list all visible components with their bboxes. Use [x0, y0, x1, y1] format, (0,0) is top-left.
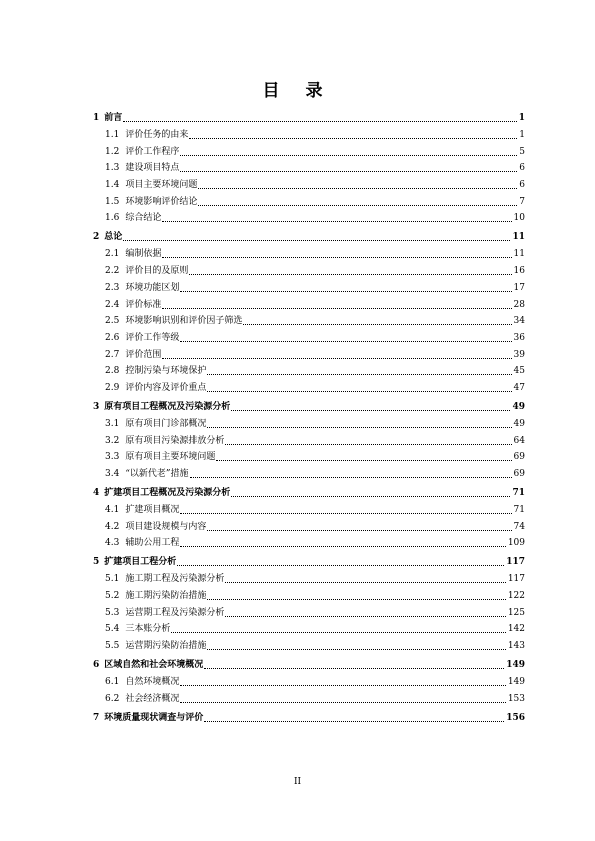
toc-entry-number: 2.3 — [105, 282, 120, 293]
toc-entry-label: 控制污染与环境保护 — [125, 366, 207, 377]
dot-leader — [171, 632, 505, 633]
toc-entry-number: 1.3 — [105, 163, 120, 174]
toc-entry-page: 153 — [507, 693, 525, 704]
toc-chapter-entry[interactable] — [93, 488, 525, 499]
toc-entry-number: 3.3 — [105, 452, 120, 463]
dot-leader — [162, 308, 511, 309]
toc-entry-number: 5.3 — [105, 607, 120, 618]
toc-entry-page: 109 — [507, 538, 525, 549]
toc-entry-label: “以新代老”措施 — [125, 469, 189, 479]
toc-section-entry[interactable] — [93, 333, 525, 344]
toc-entry-label: 运营期污染防治措施 — [125, 641, 207, 652]
toc-entry-page: 117 — [507, 574, 525, 585]
dot-leader — [180, 291, 511, 292]
dot-leader — [225, 582, 505, 583]
toc-entry-label: 评价范围 — [125, 349, 162, 360]
toc-entry-page: 156 — [506, 712, 525, 723]
toc-section-entry[interactable] — [93, 505, 525, 516]
page-number: II — [293, 777, 302, 787]
toc-entry-label: 社会经济概况 — [125, 693, 180, 704]
dot-leader — [204, 668, 504, 669]
toc-entry-number: 4 — [93, 488, 100, 498]
toc-entry-label: 三本账分析 — [125, 624, 171, 635]
toc-entry-label: 项目主要环境问题 — [125, 180, 198, 191]
dot-leader — [180, 685, 505, 686]
dot-leader — [180, 702, 505, 703]
toc-chapter-entry[interactable] — [93, 232, 525, 243]
dot-leader — [204, 721, 504, 722]
dot-leader — [225, 444, 511, 445]
dot-leader — [198, 205, 517, 206]
toc-entry-number: 2.5 — [105, 316, 120, 327]
dot-leader — [189, 138, 517, 139]
toc-entry-number: 1.4 — [105, 180, 120, 191]
toc-section-entry[interactable] — [93, 608, 525, 619]
toc-entry-label: 评价任务的由来 — [125, 130, 189, 140]
dot-leader — [180, 155, 517, 156]
toc-entry-number: 6.2 — [105, 693, 120, 704]
toc-entry-page: 16 — [513, 266, 525, 277]
toc-entry-page: 7 — [519, 196, 525, 207]
toc-chapter-entry[interactable] — [93, 113, 525, 124]
dot-leader — [162, 221, 511, 222]
toc-entry-number: 6.1 — [105, 677, 120, 688]
toc-section-entry[interactable] — [93, 641, 525, 652]
toc-entry-label: 扩建项目工程分析 — [104, 557, 177, 568]
page-title: 目 录 — [262, 81, 333, 101]
dot-leader — [198, 188, 517, 189]
toc-entry-number: 2.9 — [105, 382, 120, 393]
toc-entry-label: 评价工作等级 — [125, 332, 180, 343]
toc-entry-label: 施工期工程及污染源分析 — [125, 574, 225, 585]
dot-leader — [207, 391, 511, 392]
toc-entry-label: 环境影响识别和评价因子筛选 — [125, 316, 243, 327]
toc-entry-number: 2.1 — [105, 249, 120, 260]
toc-section-entry[interactable] — [93, 574, 525, 585]
toc-entry-label: 施工期污染防治措施 — [125, 591, 207, 602]
toc-section-entry[interactable] — [93, 300, 525, 311]
toc-section-entry[interactable] — [93, 522, 525, 533]
toc-section-entry[interactable] — [93, 694, 525, 705]
toc-entry-number: 2.4 — [105, 299, 120, 310]
toc-entry-number: 3.2 — [105, 435, 120, 446]
toc-section-entry[interactable] — [93, 677, 525, 688]
toc-section-entry[interactable] — [93, 163, 525, 174]
toc-entry-label: 运营期工程及污染源分析 — [125, 607, 225, 618]
toc-section-entry[interactable] — [93, 283, 525, 294]
toc-entry-label: 自然环境概况 — [125, 677, 180, 688]
toc-section-entry[interactable] — [93, 350, 525, 361]
toc-entry-label: 环境功能区划 — [125, 282, 180, 293]
toc-entry-number: 1.5 — [105, 196, 120, 207]
toc-entry-page: 125 — [507, 607, 525, 618]
toc-entry-label: 项目建设规模与内容 — [125, 521, 207, 532]
toc-entry-page: 34 — [513, 316, 525, 327]
toc-entry-page: 11 — [512, 232, 525, 243]
toc-section-entry[interactable] — [93, 469, 525, 480]
toc-section-entry[interactable] — [93, 538, 525, 549]
dot-leader — [207, 427, 511, 428]
toc-entry-number: 3.4 — [105, 469, 120, 479]
toc-entry-page: 17 — [513, 282, 525, 293]
toc-section-entry[interactable] — [93, 180, 525, 191]
toc-section-entry[interactable] — [93, 419, 525, 430]
toc-section-entry[interactable] — [93, 266, 525, 277]
toc-section-entry[interactable] — [93, 436, 525, 447]
toc-entry-number: 5.1 — [105, 574, 120, 585]
dot-leader — [177, 565, 504, 566]
toc-section-entry[interactable] — [93, 316, 525, 327]
toc-entry-label: 评价标准 — [125, 299, 162, 310]
toc-entry-number: 2.8 — [105, 366, 120, 377]
dot-leader — [231, 496, 510, 497]
toc-entry-number: 3.1 — [105, 418, 120, 429]
toc-section-entry[interactable] — [93, 383, 525, 394]
toc-entry-page: 64 — [513, 435, 525, 446]
toc-entry-number: 6 — [93, 660, 100, 671]
toc-entry-page: 6 — [519, 180, 525, 191]
toc-entry-label: 原有项目门诊部概况 — [125, 418, 207, 429]
toc-section-entry[interactable] — [93, 197, 525, 208]
toc-entry-label: 环境质量现状调查与评价 — [104, 712, 204, 723]
toc-entry-page: 5 — [519, 146, 525, 157]
toc-entry-number: 1.6 — [105, 213, 120, 224]
toc-entry-page: 45 — [513, 366, 525, 377]
toc-entry-page: 122 — [507, 591, 525, 602]
toc-section-entry[interactable] — [93, 624, 525, 635]
dot-leader — [162, 358, 511, 359]
toc-entry-page: 117 — [506, 557, 525, 568]
toc-entry-label: 前言 — [104, 113, 123, 123]
toc-entry-page: 1 — [518, 113, 525, 123]
dot-leader — [123, 121, 516, 122]
toc-entry-page: 69 — [513, 452, 525, 463]
toc-chapter-entry[interactable] — [93, 713, 525, 724]
dot-leader — [190, 477, 512, 478]
toc-entry-label: 评价内容及评价重点 — [125, 382, 207, 393]
toc-entry-number: 2.2 — [105, 266, 120, 277]
toc-entry-page: 74 — [513, 521, 525, 532]
toc-entry-page: 11 — [513, 249, 525, 260]
toc-entry-number: 7 — [93, 712, 100, 723]
toc-entry-page: 149 — [506, 660, 525, 671]
toc-entry-number: 2.6 — [105, 332, 120, 343]
toc-entry-label: 原有项目主要环境问题 — [125, 452, 216, 463]
toc-entry-label: 环境影响评价结论 — [125, 196, 198, 207]
toc-entry-label: 综合结论 — [125, 213, 162, 224]
toc-entry-page: 6 — [519, 163, 525, 174]
dot-leader — [162, 257, 511, 258]
toc-entry-number: 2 — [93, 232, 100, 243]
toc-section-entry[interactable] — [93, 130, 525, 141]
toc-section-entry[interactable] — [93, 147, 525, 158]
toc-entry-number: 4.3 — [105, 538, 120, 549]
toc-entry-label: 扩建项目概况 — [125, 505, 180, 515]
dot-leader — [231, 410, 510, 411]
toc-entry-label: 原有项目污染源排放分析 — [125, 435, 225, 446]
dot-leader — [207, 374, 511, 375]
toc-section-entry[interactable] — [93, 249, 525, 260]
toc-entry-label: 总论 — [104, 232, 123, 243]
toc-entry-page: 142 — [507, 624, 525, 635]
toc-entry-page: 36 — [513, 332, 525, 343]
toc-entry-label: 评价工作程序 — [125, 146, 180, 157]
toc-entry-page: 71 — [513, 505, 525, 515]
toc-entry-label: 辅助公用工程 — [125, 538, 180, 549]
dot-leader — [207, 530, 511, 531]
dot-leader — [180, 341, 511, 342]
toc-entry-page: 149 — [507, 677, 525, 688]
toc-entry-page: 143 — [507, 641, 525, 652]
toc-section-entry[interactable] — [93, 213, 525, 224]
toc-entry-page: 1 — [519, 130, 525, 140]
toc-entry-label: 区域自然和社会环境概况 — [104, 660, 204, 671]
toc-entry-label: 建设项目特点 — [125, 163, 180, 174]
toc-entry-page: 69 — [513, 469, 525, 479]
dot-leader — [180, 513, 511, 514]
dot-leader — [180, 546, 505, 547]
toc-entry-number: 4.1 — [105, 505, 120, 515]
toc-entry-number: 4.2 — [105, 521, 120, 532]
toc-entry-page: 71 — [512, 488, 525, 498]
toc-entry-page: 10 — [513, 213, 525, 224]
toc-chapter-entry[interactable] — [93, 660, 525, 671]
toc-section-entry[interactable] — [93, 452, 525, 463]
toc-entry-page: 39 — [513, 349, 525, 360]
toc-entry-page: 49 — [513, 418, 525, 429]
toc-entry-number: 5.5 — [105, 641, 120, 652]
dot-leader — [123, 240, 510, 241]
dot-leader — [207, 649, 505, 650]
dot-leader — [216, 460, 511, 461]
toc-entry-page: 28 — [513, 299, 525, 310]
toc-section-entry[interactable] — [93, 591, 525, 602]
toc-entry-label: 编制依据 — [125, 249, 162, 260]
toc-entry-number: 5.2 — [105, 591, 120, 602]
toc-chapter-entry[interactable] — [93, 557, 525, 568]
toc-chapter-entry[interactable] — [93, 402, 525, 413]
toc-entry-page: 47 — [513, 382, 525, 393]
toc-section-entry[interactable] — [93, 366, 525, 377]
dot-leader — [207, 599, 505, 600]
toc-entry-label: 原有项目工程概况及污染源分析 — [104, 401, 231, 412]
toc-entry-label: 评价目的及原则 — [125, 266, 189, 277]
dot-leader — [225, 616, 505, 617]
toc-entry-page: 49 — [512, 401, 525, 412]
toc-entry-number: 1.2 — [105, 146, 120, 157]
dot-leader — [243, 324, 511, 325]
table-of-contents — [93, 108, 525, 730]
toc-entry-number: 2.7 — [105, 349, 120, 360]
toc-entry-number: 1.1 — [105, 130, 120, 140]
dot-leader — [180, 171, 517, 172]
toc-entry-number: 1 — [93, 113, 100, 123]
toc-entry-number: 5.4 — [105, 624, 120, 635]
toc-entry-number: 5 — [93, 557, 100, 568]
toc-entry-number: 3 — [93, 401, 100, 412]
dot-leader — [189, 274, 511, 275]
toc-entry-label: 扩建项目工程概况及污染源分析 — [104, 488, 231, 498]
